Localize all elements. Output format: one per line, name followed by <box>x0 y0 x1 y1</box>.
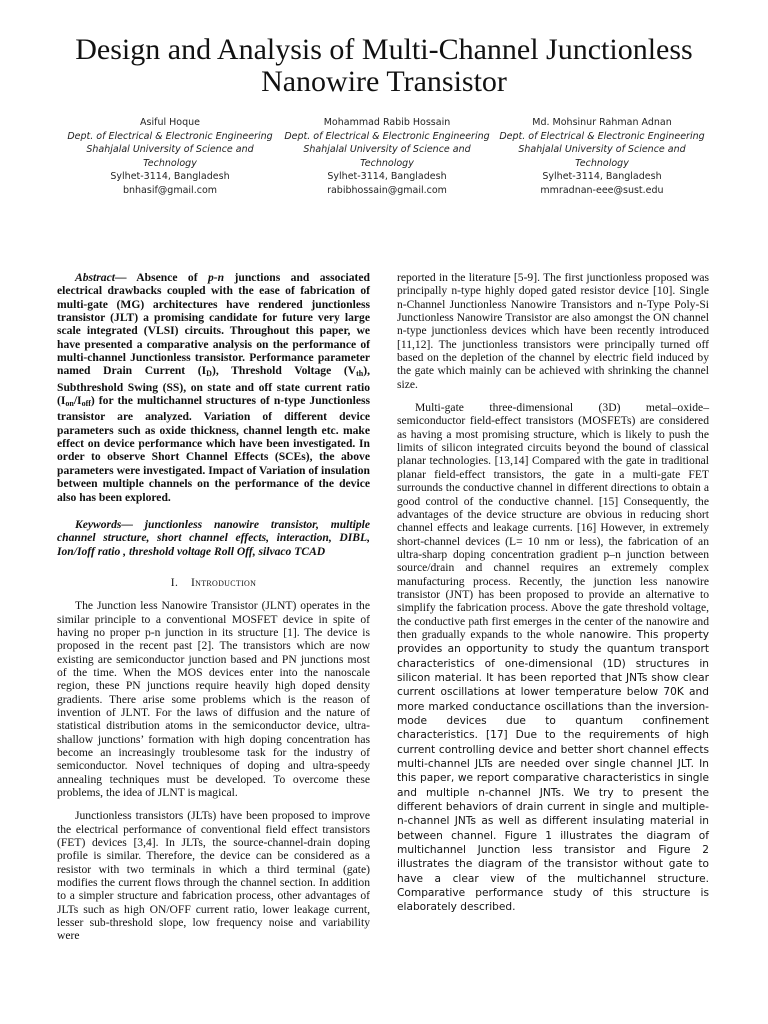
author-university: Shahjalal University of Science and Technology <box>518 144 686 169</box>
section-title: Introduction <box>190 575 257 589</box>
abstract-label: Abstract— <box>75 271 127 284</box>
abstract-text: Absence of <box>126 271 208 284</box>
subscript: off <box>81 399 91 409</box>
author-location: Sylhet-3114, Bangladesh <box>110 171 230 183</box>
author-name: Mohammad Rabib Hossain <box>323 117 451 128</box>
right-column <box>397 271 709 915</box>
abstract-text: ) for the multichannel structures of n-type Junctionless transistor are analyzed. Variation of different device parameters such as oxide thickness, channel length etc. make effect on device performance which have been investigated. In order to observe Short Channel Effects (SCEs), the above parameters were investigated. Impact of Variation of insulation between multiple channels on the performance of the device also has been explored. <box>57 394 370 504</box>
author-email: mmradnan-eee@sust.edu <box>540 184 664 196</box>
author-dept: Dept. of Electrical & Electronic Engineering <box>67 130 273 142</box>
body-paragraph <box>397 401 709 915</box>
author-block <box>0 116 768 216</box>
author-university: Shahjalal University of Science and Technology <box>303 144 471 169</box>
section-heading <box>57 576 370 589</box>
abstract-text: ), Threshold Voltage (V <box>211 364 357 378</box>
paragraph-text: Multi-gate three-dimensional (3D) metal–oxide–semiconductor field-effect transistors (MOSFETs) are considered as having a most promising structure, which is likely to push the limits of silicon integrated circuits beyond the bound of classical planar technologies. [13,14] Compared with the gate in traditional planar field-effect transistors, the gate in a multi-gate FET surrounds the conductive channel in different directions to obtain a good control of the conductive channel. [15] Consequently, the advantages of the device structure are obvious in reducing short channel effects and leakage currents. [16] However, in extremely short-channel devices (L= 10 nm or less), the fabrication of an ultra-sharp doping concentration gradient p–n junction between source/drain and channel requires an extremely complex manufacturing process. Recently, the junction less nanowire transistor (JNT) has been proposed to provide an alternative to simplify the fabrication process. Above the gate threshold voltage, the conductive path first emerges in the center of the nanowire and then gradually expands to the whole <box>397 401 709 641</box>
paper-title: Design and Analysis of Multi-Channel Junctionless Nanowire Transistor <box>75 33 693 98</box>
author-name: Md. Mohsinur Rahman Adnan <box>532 117 672 128</box>
subscript: D <box>206 369 212 379</box>
author-email: rabibhossain@gmail.com <box>327 184 447 196</box>
author-3 <box>497 116 707 198</box>
abstract <box>57 271 370 504</box>
paragraph-text: nanowire. This property provides an opportunity to study the quantum transport characteristics of one-dimensional (1D) structures in silicon material. It has been reported that JNTs show clear current oscillations at lower temperature below 70K and more marked conductance oscillations than the inversion-mode devices due to quantum confinement characteristics. [17] Due to the requirements of high current controlling device and better short channel effects multi-channel JLTs are needed over single channel JLT. In this paper, we report comparative characteristics in single and multiple n-channel JNTs. We try to present the different behaviors of drain current in single and multiple-n-channel JNTs as well as different insulating material in between channel. Figure 1 illustrates the diagram of multichannel Junction less transistor and Figure 2 illustrates the diagram of the transistor without gate to have a clear view of the multichannel structure. Comparative performance study of this structure is elaborately described. <box>397 628 709 914</box>
author-university: Shahjalal University of Science and Technology <box>86 144 254 169</box>
author-1 <box>65 116 275 198</box>
author-name: Asiful Hoque <box>140 117 200 128</box>
abstract-text: ), Subthreshold Swing (SS), on state and off state current ratio (I <box>57 364 370 408</box>
author-2 <box>282 116 492 198</box>
keywords-text: junctionless nanowire transistor, multiple channel structure, short channel effects, interaction, DIBL, Ion/Ioff ratio , threshold voltage Roll Off, silvaco TCAD <box>57 517 370 558</box>
body-paragraph: reported in the literature [5-9]. The first junctionless proposed was principally n-type highly doped gated resistor device [10]. Single n-Channel Junctionless Nanowire Transistors and n-Type Poly-Si Junctionless Nanowire Transistor are also amongst the ON channel n-type junctionless devices which have been recently introduced [11,12]. The junctionless transistors were principally turned off based on the depletion of the channel by electric field induced by the gate which mainly can be achieved with shrinking the channel size. <box>397 271 709 391</box>
abstract-pn: p-n <box>208 271 225 284</box>
left-column <box>57 271 370 943</box>
author-dept: Dept. of Electrical & Electronic Engineering <box>284 130 490 142</box>
section-number: I. <box>170 575 179 589</box>
subscript: on <box>65 399 74 409</box>
author-dept: Dept. of Electrical & Electronic Engineering <box>499 130 705 142</box>
keywords-label: Keywords— <box>75 517 133 531</box>
subscript: th <box>356 369 364 379</box>
author-location: Sylhet-3114, Bangladesh <box>327 171 447 183</box>
author-email: bnhasif@gmail.com <box>122 184 218 196</box>
abstract-text: junctions and associated electrical drawbacks coupled with the ease of fabrication of multi-gate (MG) architectures have rendered junctionless transistor (JLT) a promising candidate for future very large scale integrated (VLSI) circuits. Throughout this paper, we have presented a comparative analysis on the performance of multi-channel Junctionless transistor. Performance parameter named Drain Current (I <box>57 271 370 378</box>
keywords <box>57 518 370 558</box>
author-location: Sylhet-3114, Bangladesh <box>542 171 662 183</box>
abstract-text: /I <box>73 394 82 408</box>
body-paragraph: The Junction less Nanowire Transistor (JLNT) operates in the similar principle to a conventional MOSFET device in spite of having no proper p-n junction in its structure [1]. The device is proposed in the recent past [2]. The transistors which are now existing are semiconductor junction based and PN junctions most of the time. When the MOS devices enter into the nanoscale region, these PN junctions require heavily high doped density gradients. There arise some problems which is the reason of invention of JLNT. For the laws of diffusion and the nature of statistical distribution atoms in the semiconductor device, ultra-shallow junctions’ formation with high doping concentration has become an increasingly troublesome task for the industry of semiconductor. Novel techniques of doping and ultra-speedy annealing techniques must be developed. To overcome these problems, the idea of JLNT is magical. <box>57 599 370 800</box>
body-paragraph: Junctionless transistors (JLTs) have been proposed to improve the electrical performance of conventional field effect transistors (FET) devices [3,4]. In JLTs, the source-channel-drain doping profile is similar. Therefore, the device can be considered as a resistor with two terminals in which a third terminal (gate) modifies the current flows through the channel section. In addition to a simpler structure and fabrication process, other advantages of JLTs such as high ON/OFF current ratio, lower leakage current, lesser sub-threshold slope, low frequency noise and variability were <box>57 809 370 943</box>
